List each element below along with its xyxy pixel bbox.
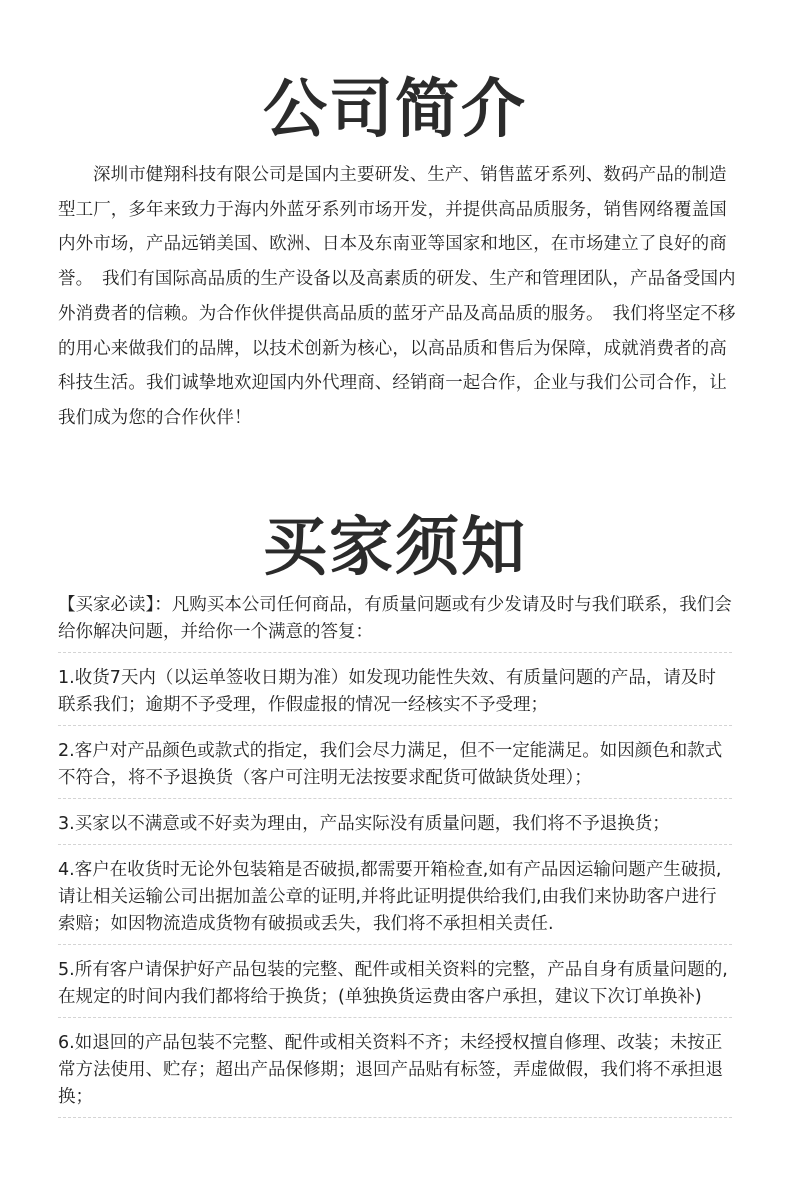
company-intro-text: 深圳市健翔科技有限公司是国内主要研发、生产、销售蓝牙系列、数码产品的制造型工厂，多年来致力于海内外蓝牙系列市场开发，并提供高品质服务，销售网络覆盖国内外市场，产品远销美国、欧洲、日本及东南亚等国家和地区，在市场建立了良好的商誉。 我们有国际高品质的生产设备以及高素质的研发、生产和管理团队，产品备受国内外消费者的信赖。为合作伙伴提供高品质的蓝牙产品及高品质的服务。 我们将坚定不移的用心来做我们的品牌，以技术创新为核心，以高品质和售后为保障，成就消费者的高科技生活。我们诚挚地欢迎国内外代理商、经销商一起合作，企业与我们公司合作，让我们成为您的合作伙伴！	[58, 165, 736, 428]
buyer-notice-title: 买家须知	[263, 511, 527, 585]
buyer-notice-list	[58, 592, 732, 1130]
notice-item-4: 4.客户在收货时无论外包装箱是否破损,都需要开箱检查,如有产品因运输问题产生破损,请让相关运输公司出据加盖公章的证明,并将此证明提供给我们,由我们来协助客户进行索赔；如因物流造成货物有破损或丢失，我们将不承担相关责任.	[58, 857, 732, 945]
notice-item-6: 6.如退回的产品包装不完整、配件或相关资料不齐；未经授权擅自修理、改装；未按正常方法使用、贮存；超出产品保修期；退回产品贴有标签，弄虚做假，我们将不承担退换；	[58, 1030, 732, 1118]
notice-item-2: 2.客户对产品颜色或款式的指定，我们会尽力满足，但不一定能满足。如因颜色和款式不符合，将不予退换货（客户可注明无法按要求配货可做缺货处理）；	[58, 738, 732, 799]
notice-item-3: 3.买家以不满意或不好卖为理由，产品实际没有质量问题，我们将不予退换货；	[58, 811, 732, 845]
notice-item-must-read: 【买家必读】：凡购买本公司任何商品，有质量问题或有少发请及时与我们联系，我们会给你解决问题，并给你一个满意的答复：	[58, 592, 732, 653]
company-intro-title: 公司简介	[263, 73, 527, 147]
notice-item-1: 1.收货7天内（以运单签收日期为准）如发现功能性失效、有质量问题的产品，请及时联系我们；逾期不予受理，作假虚报的情况一经核实不予受理；	[58, 665, 732, 726]
notice-item-5: 5.所有客户请保护好产品包装的完整、配件或相关资料的完整，产品自身有质量问题的,在规定的时间内我们都将给于换货；(单独换货运费由客户承担，建议下次订单换补)	[58, 957, 732, 1018]
